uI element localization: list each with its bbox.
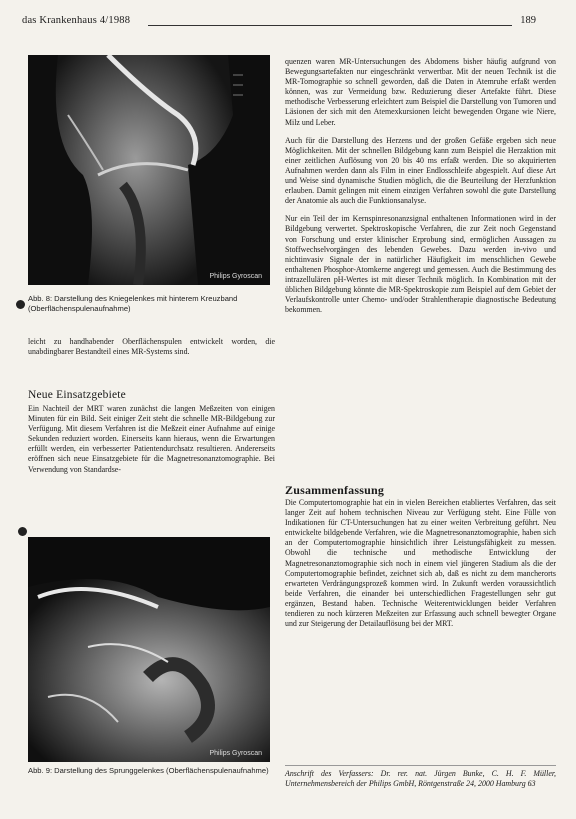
ankle-mri-image	[28, 537, 270, 762]
paragraph: quenzen waren MR-Untersuchungen des Abdomens bisher häufig aufgrund von Bewegungsartefakten nur eingeschränkt verwertbar. Mit der neuen Technik ist die MR-Tomographie so schnell geworden, daß die Daten in Atemruhe erfaßt werden können, was zur Vermeidung bzw. Reduzierung dieser Artefakte führt. Diese methodische Verbesserung erleichtert zum Beispiel die Darstellung von Tumoren und Läsionen der sich mit den Atemexkursionen leicht bewegenden Organe wie Niere, Milz und Leber.	[285, 57, 556, 127]
figure-watermark: Philips Gyroscan	[209, 750, 262, 757]
figure-marker-icon	[16, 300, 25, 309]
paragraph: leicht zu handhabender Oberflächenspulen entwickelt worden, die unabdingbarer Bestandteil eines MR-Systems sind.	[28, 337, 275, 357]
knee-mri-image	[28, 55, 270, 285]
figure-caption: Abb. 9: Darstellung des Sprunggelenkes (Oberflächenspulenaufnahme)	[28, 766, 269, 775]
figure-caption: Abb. 8: Darstellung des Kniegelenkes mit hinterem Kreuzband (Oberflächenspulenaufnahme)	[28, 294, 238, 313]
author-address: Anschrift des Verfassers: Dr. rer. nat. Jürgen Bunke, C. H. F. Müller, Unternehmensbereich der Philips GmbH, Röntgenstraße 24, 2000 Hamburg 63	[285, 765, 556, 789]
left-column-body	[28, 404, 275, 475]
section-heading: Neue Einsatzgebiete	[28, 389, 126, 401]
paragraph: Ein Nachteil der MRT waren zunächst die langen Meßzeiten von einigen Minuten für ein Bild. Seit einiger Zeit steht die schnelle MR-Bildgebung zur Verfügung. Mit diesem Verfahren ist die Meßzeit einer Aufnahme auf einige Sekunden reduziert worden. Einerseits kann hieraus, wenn die Erwartungen erfüllt werden, ein verbesserter Patientendurchsatz resultieren. Andererseits eröffnen sich neue Einsatzgebiete für die Magnetresonanztomographie. Bei Verwendung von Standardse-	[28, 404, 275, 474]
paragraph: Nur ein Teil der im Kernspinresonanzsignal enthaltenen Informationen wird in der Bildgebung verwertet. Spektroskopische Verfahren, die zur Zeit noch Gegenstand von Forschung und erster klinischer Erprobung sind, ermöglichen Aussagen zu Stoffwechselvorgängen des lebenden Gewebes. Dazu werden in-vivo und nichtinvasiv Signale der in natürlicher Häufigkeit im menschlichen Gewebe enthaltenen Phosphor-Atomkerne angeregt und gemessen. Auch die Bestimmung des intrazellulären pH-Wertes ist mit dieser Technik möglich. In Kombination mit der üblichen Bildgebung könnte die MR-Spektroskopie zum Beispiel auf dem Gebiet der Verlaufskontrolle unter Chemo- und/oder Strahlentherapie diagnostische Bedeutung bekommen.	[285, 214, 556, 315]
paragraph: Auch für die Darstellung des Herzens und der großen Gefäße ergeben sich neue Möglichkeiten. Mit der schnellen Bildgebung kann zum Beispiel die Herzaktion mit einer zeitlichen Auflösung von 20 bis 40 ms erfaßt werden. Die so akquirierten Aufnahmen werden dann als Film in einer Endlosschleife abgespielt. Auf diese Art und Weise sind dynamische Studien möglich, die die Beurteilung der Herzfunktion erlauben. Damit gelingen mit einem einzigen Verfahren sowohl die gute Darstellung der Anatomie als auch die Funktionsanalyse.	[285, 135, 556, 206]
right-column	[285, 57, 556, 315]
summary-body	[285, 498, 556, 629]
paragraph: Die Computertomographie hat ein in vielen Bereichen etabliertes Verfahren, das seit langer Zeit auf hohem technischen Niveau zur Verfügung steht. Eine Fülle von Indikationen für CT-Untersuchungen hat zu einer weiten Verbreitung geführt. Neu entwickelte bildgebende Verfahren, wie die Magnetresonanztomographie, haben sich an der Computertomographie hinsichtlich ihrer Leistungsfähigkeit zu messen. Obwohl die technische und methodische Entwicklung der Magnetresonanztomographie sich noch in einem viel jüngeren Stadium als die der Computertomographie befindet, zeichnet sich ab, daß es nicht zu dem mancherorts erwarteten Verdrängungsprozeß kommen wird. In Zukunft werden voraussichtlich beide Verfahren, die einander bei unterschiedlichen Fragestellungen sehr gut ergänzen, Bestand haben. Technische Weiterentwicklungen beider Verfahren tendieren zu noch kürzeren Meßzeiten zur Erfassung auch schnell bewegter Organe und zur Steigerung der Detailauflösung bei der MRT.	[285, 498, 556, 629]
header-rule	[148, 25, 512, 26]
figure-marker-icon	[18, 527, 27, 536]
summary-heading: Zusammenfassung	[285, 483, 385, 497]
figure-watermark: Philips Gyroscan	[209, 273, 262, 280]
journal-header: das Krankenhaus 4/1988	[22, 15, 131, 26]
ankle-mri-graphic	[28, 537, 270, 762]
knee-mri-graphic	[28, 55, 270, 285]
page-number: 189	[520, 15, 536, 26]
left-column-intro	[28, 337, 275, 357]
